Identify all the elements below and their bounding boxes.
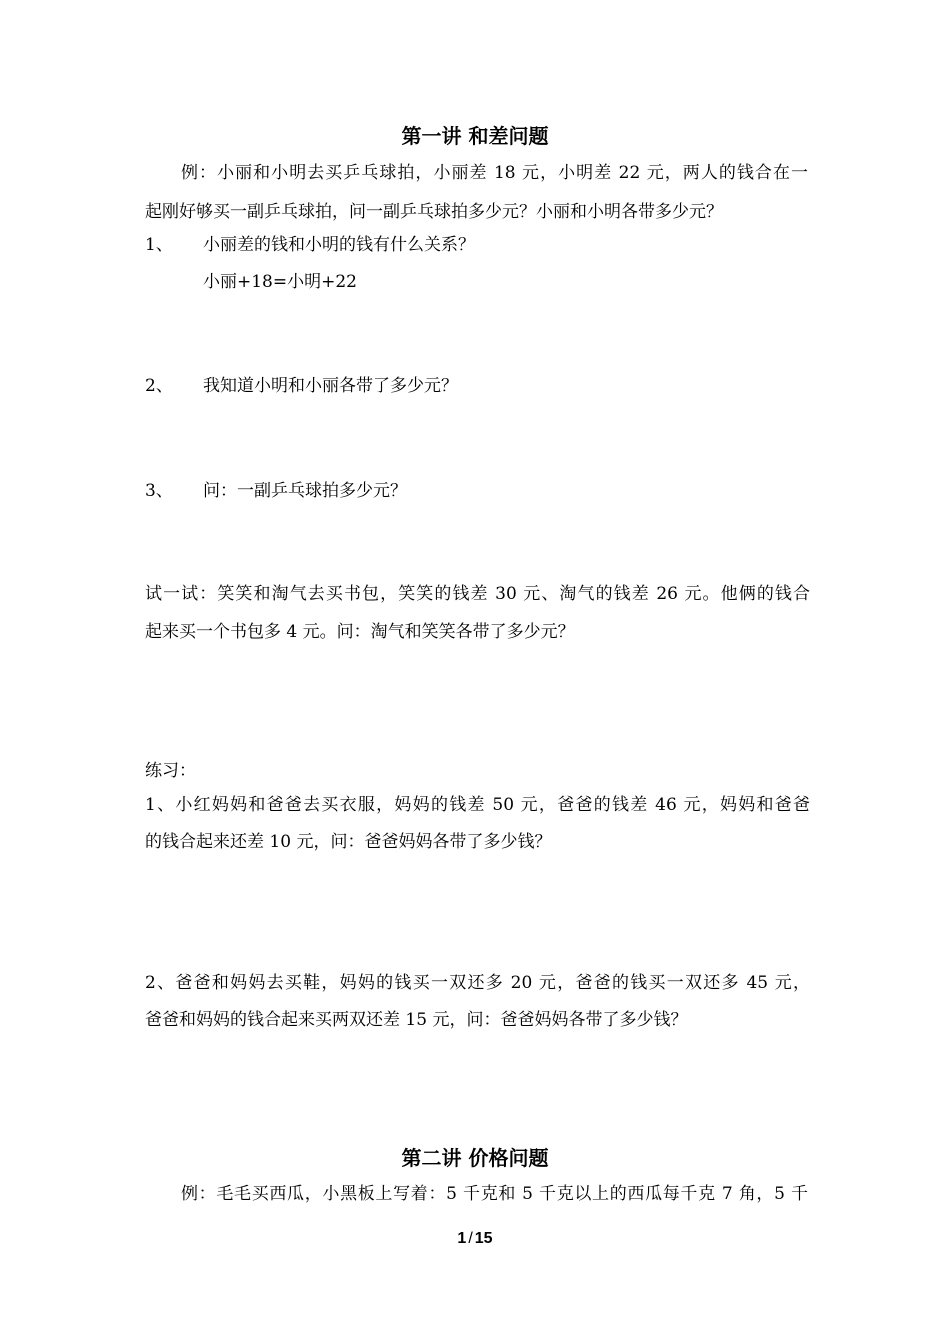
lesson1-example-line1: 例：小丽和小明去买乒乓球拍，小丽差 18 元，小明差 22 元，两人的钱合在一 bbox=[181, 163, 808, 183]
practice-label: 练习： bbox=[145, 761, 196, 781]
question-2-text: 我知道小明和小丽各带了多少元？ bbox=[203, 376, 458, 396]
question-3 bbox=[145, 479, 810, 503]
practice-2-line1: 2、爸爸和妈妈去买鞋，妈妈的钱买一双还多 20 元，爸爸的钱买一双还多 45 元， bbox=[145, 973, 810, 993]
question-1-text: 小丽差的钱和小明的钱有什么关系？ bbox=[203, 235, 475, 255]
lesson1-title: 第一讲 和差问题 bbox=[401, 124, 549, 148]
try-it-line1: 试一试：笑笑和淘气去买书包，笑笑的钱差 30 元、淘气的钱差 26 元。他俩的钱合 bbox=[145, 584, 810, 604]
question-1-answer: 小丽+18=小明+22 bbox=[203, 272, 357, 292]
lesson1-example-line2: 起刚好够买一副乒乓球拍，问一副乒乓球拍多少元？小丽和小明各带多少元？ bbox=[145, 202, 723, 222]
total-pages: 15 bbox=[474, 1230, 493, 1247]
practice-2-line2: 爸爸和妈妈的钱合起来买两双还差 15 元，问：爸爸妈妈各带了多少钱？ bbox=[145, 1010, 688, 1030]
page-separator: / bbox=[468, 1230, 473, 1247]
try-it-line2: 起来买一个书包多 4 元。问：淘气和笑笑各带了多少元？ bbox=[145, 622, 575, 642]
current-page: 1 bbox=[457, 1230, 467, 1247]
practice-1-line1: 1、小红妈妈和爸爸去买衣服，妈妈的钱差 50 元，爸爸的钱差 46 元，妈妈和爸爸 bbox=[145, 795, 810, 815]
lesson2-title: 第二讲 价格问题 bbox=[401, 1146, 549, 1170]
question-1-number: 1、 bbox=[145, 235, 173, 255]
question-2-number: 2、 bbox=[145, 376, 173, 396]
question-1 bbox=[145, 233, 810, 257]
question-2 bbox=[145, 374, 810, 398]
question-3-number: 3、 bbox=[145, 481, 173, 501]
practice-1-line2: 的钱合起来还差 10 元，问：爸爸妈妈各带了多少钱？ bbox=[145, 832, 552, 852]
lesson2-example-line1: 例：毛毛买西瓜，小黑板上写着：5 千克和 5 千克以上的西瓜每千克 7 角，5 千 bbox=[181, 1184, 808, 1204]
page-number bbox=[0, 1228, 950, 1250]
question-3-text: 问：一副乒乓球拍多少元？ bbox=[203, 481, 407, 501]
